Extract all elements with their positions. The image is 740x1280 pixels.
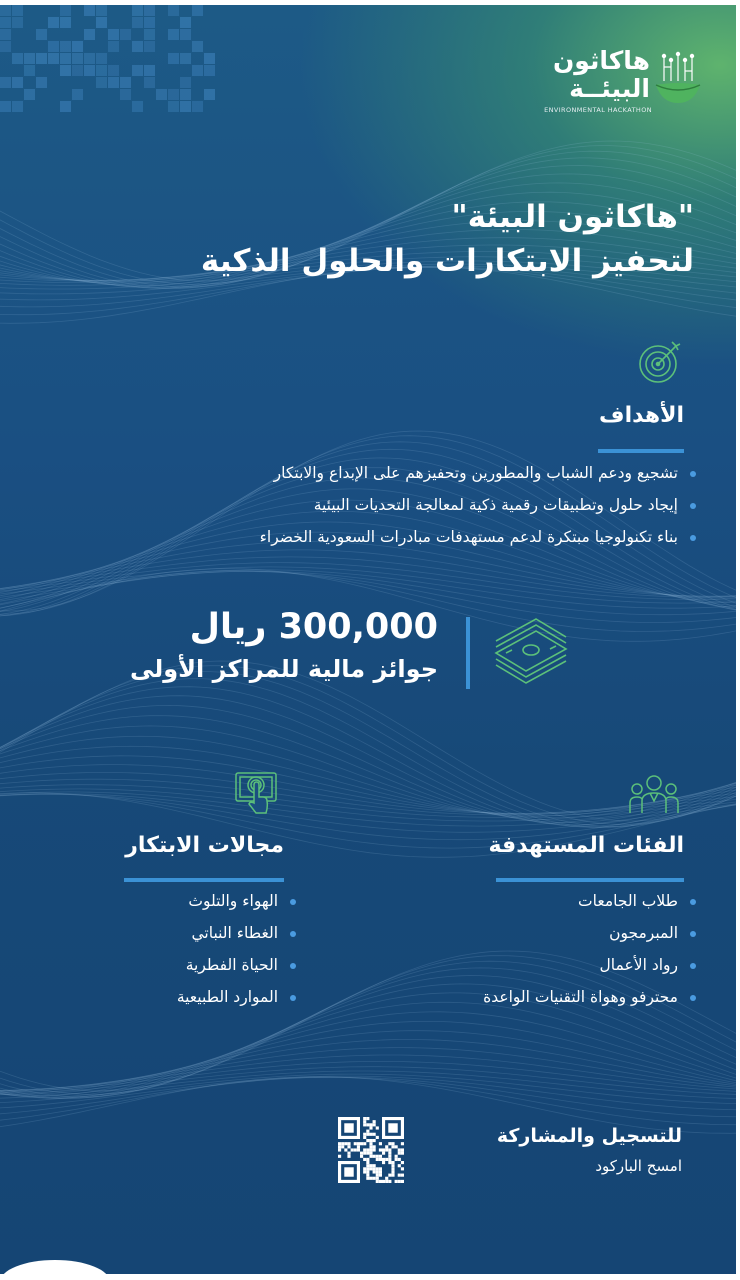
qr-module [366,1130,369,1133]
qr-module [357,1142,360,1145]
field-item: الهواء والتلوث [177,885,298,917]
qr-module [398,1152,401,1155]
qr-module [398,1148,401,1151]
goals-underline [598,449,684,453]
pixel-square [84,5,95,16]
pixel-square [120,29,131,40]
qr-module [379,1170,382,1173]
qr-module [382,1117,385,1139]
wave-line [0,736,736,817]
pixel-square [36,29,47,40]
pixel-square [0,41,11,52]
pixel-square [144,17,155,28]
pixel-square [108,77,119,88]
qr-module [363,1167,366,1170]
qr-module [338,1161,360,1164]
goal-item: إيجاد حلول وتطبيقات رقمية ذكية لمعالجة التحديات البيئية [260,489,698,521]
pixel-square [192,101,203,112]
qr-module [363,1136,366,1139]
qr-module [369,1177,372,1180]
qr-module [398,1180,401,1183]
pixel-square [108,65,119,76]
pixel-square [96,77,107,88]
qr-module [395,1155,398,1158]
pixel-square [192,65,203,76]
pixel-square [192,5,203,16]
pixel-square [96,5,107,16]
qr-module [379,1155,382,1158]
qr-module [369,1142,372,1145]
wave-line [0,557,736,597]
pixel-square [180,29,191,40]
people-group-icon [628,771,680,815]
qr-module [366,1117,369,1120]
qr-module [344,1167,353,1176]
pixel-square [12,17,23,28]
qr-module [347,1142,350,1145]
qr-module [385,1177,388,1180]
qr-module [366,1164,369,1167]
qr-module [363,1148,366,1151]
pixel-square [12,53,23,64]
pixel-square [132,17,143,28]
qr-module [369,1123,372,1126]
qr-module [376,1158,379,1161]
headline-title: "هاكاثون البيئة" [451,199,694,235]
qr-module [354,1148,357,1151]
wave-line [0,746,736,815]
qr-module [363,1142,366,1145]
pixel-square [60,101,71,112]
pixel-square [108,29,119,40]
qr-module [338,1148,341,1151]
qr-module [376,1136,379,1139]
pixel-square [168,101,179,112]
qr-module [363,1170,366,1173]
logo-title-line2: البيئــة [569,74,650,103]
wave-line [0,672,736,827]
qr-module [341,1142,344,1145]
qr-module [376,1174,379,1177]
hackathon-poster [0,5,736,1274]
qr-module [391,1161,394,1164]
qr-module [357,1161,360,1183]
pixel-square [12,77,23,88]
target-icon [636,338,684,386]
qr-module [398,1164,401,1167]
qr-module [341,1145,344,1148]
pixel-square [36,77,47,88]
qr-module [401,1142,404,1145]
qr-module [357,1148,360,1151]
qr-module [366,1123,369,1126]
qr-module [376,1167,379,1170]
pixel-square [36,53,47,64]
pixel-square [108,41,119,52]
pixel-square [72,65,83,76]
pixel-square [24,89,35,100]
qr-module [351,1148,354,1151]
qr-module [388,1161,391,1164]
qr-module [366,1148,369,1151]
pixel-square [144,77,155,88]
pixel-square [168,29,179,40]
pixel-square [60,5,71,16]
qr-module [347,1152,350,1155]
qr-module [338,1136,360,1139]
pixel-square [0,17,11,28]
qr-module [388,1123,397,1132]
qr-module [366,1133,369,1136]
qr-module [347,1145,350,1148]
qr-module [373,1145,376,1148]
pixel-square [204,89,215,100]
qr-module [388,1174,391,1177]
qr-module [344,1142,347,1145]
pixel-square [84,53,95,64]
qr-module [357,1145,360,1148]
pixel-square [48,17,59,28]
pixel-square [60,17,71,28]
qr-module [382,1161,385,1164]
pixel-square [72,41,83,52]
qr-module [391,1142,394,1145]
qr-module [379,1167,382,1170]
hand-touch-screen-icon [234,771,278,815]
qr-module [366,1152,369,1155]
audience-item: محترفو وهواة التقنيات الواعدة [483,981,698,1013]
logo-subtitle-en: ENVIRONMENTAL HACKATHON [544,106,652,114]
qr-module [382,1148,385,1151]
qr-module [363,1133,366,1136]
qr-module [382,1180,385,1183]
qr-module [382,1158,385,1161]
qr-module [376,1177,379,1180]
qr-module [360,1142,363,1145]
pixel-square [96,65,107,76]
qr-module [401,1148,404,1151]
qr-module [366,1161,369,1164]
pixel-square [0,5,11,16]
qr-module [369,1167,372,1170]
pixel-square [48,53,59,64]
qr-module [369,1139,372,1142]
prize-divider [466,617,470,689]
qr-module [366,1158,369,1161]
pixel-square [60,65,71,76]
pixel-square [96,17,107,28]
goal-item: تشجيع ودعم الشباب والمطورين وتحفيزهم على الإبداع والابتكار [260,457,698,489]
qr-module [369,1152,372,1155]
qr-module [379,1174,382,1177]
qr-module [395,1180,398,1183]
pixel-square [144,29,155,40]
qr-module [385,1180,388,1183]
pixel-square [180,101,191,112]
qr-module [401,1117,404,1139]
qr-module [388,1155,391,1158]
pixel-square [168,5,179,16]
qr-module [338,1155,341,1158]
pixel-square [84,65,95,76]
audience-item: المبرمجون [483,917,698,949]
field-item: الموارد الطبيعية [177,981,298,1013]
qr-module [391,1167,394,1170]
qr-module [388,1180,391,1183]
qr-module [366,1174,369,1177]
qr-module [366,1167,369,1170]
qr-module [338,1145,341,1148]
pixel-square [180,77,191,88]
qr-module [388,1142,391,1145]
pixel-square [132,41,143,52]
field-item: الحياة الفطرية [177,949,298,981]
pixel-square [0,77,11,88]
qr-module [366,1170,369,1173]
qr-module [379,1148,382,1151]
pixel-pattern-decoration [0,5,220,115]
pixel-square [84,29,95,40]
qr-module [373,1167,376,1170]
pixel-square [132,5,143,16]
qr-module [379,1158,382,1161]
qr-module [338,1180,360,1183]
fields-underline [124,878,284,882]
pixel-square [204,53,215,64]
qr-module [388,1158,391,1161]
qr-module [363,1152,366,1155]
wave-line [0,679,736,828]
qr-module [395,1158,398,1161]
headline-subtitle: لتحفيز الابتكارات والحلول الذكية [200,243,694,279]
qr-module [385,1148,388,1151]
money-stack-icon [492,613,570,685]
qr-module [373,1155,376,1158]
prize-description: جوائز مالية للمراكز الأولى [129,655,438,683]
qr-module [401,1180,404,1183]
pixel-square [180,53,191,64]
headline [201,195,694,283]
pixel-square [120,77,131,88]
pixel-square [132,65,143,76]
qr-module [338,1142,341,1145]
pixel-square [24,53,35,64]
qr-module [369,1164,372,1167]
qr-module [382,1136,404,1139]
qr-module [366,1177,369,1180]
qr-module [391,1164,394,1167]
logo-title [553,47,650,103]
qr-code-icon[interactable] [338,1117,404,1183]
qr-module [379,1142,382,1145]
audience-item: رواد الأعمال [483,949,698,981]
pixel-square [120,89,131,100]
hackathon-logo [522,45,702,125]
pixel-square [96,53,107,64]
prize-amount: 300,000 ريال [189,607,438,647]
pixel-square [72,53,83,64]
pixel-square [192,41,203,52]
pixel-square [0,29,11,40]
qr-module [382,1117,404,1120]
qr-module [363,1117,366,1120]
goal-item: بناء تكنولوجيا مبتكرة لدعم مستهدفات مبادرات السعودية الخضراء [260,521,698,553]
pixel-square [132,101,143,112]
qr-module [357,1117,360,1139]
pixel-square [24,65,35,76]
audience-title: الفئات المستهدفة [488,833,684,858]
qr-module [373,1120,376,1123]
register-subtitle: امسح الباركود [595,1157,682,1175]
pixel-square [180,89,191,100]
pixel-square [48,41,59,52]
qr-module [369,1145,372,1148]
qr-module [376,1126,379,1129]
pixel-square [72,89,83,100]
qr-module [347,1155,350,1158]
leaf-circuit-logo-icon [654,51,702,107]
qr-module [391,1145,394,1148]
qr-module [344,1123,353,1132]
pixel-square [204,65,215,76]
qr-module [338,1161,341,1183]
qr-module [395,1145,398,1148]
qr-module [363,1120,366,1123]
logo-title-line1: هاكاثون [552,46,650,75]
qr-module [398,1158,401,1161]
qr-module [369,1133,372,1136]
qr-module [379,1180,382,1183]
qr-module [360,1155,363,1158]
qr-module [376,1155,379,1158]
audience-list [483,885,698,1013]
fields-title: مجالات الابتكار [125,833,284,858]
qr-module [373,1148,376,1151]
register-title: للتسجيل والمشاركة [496,1125,682,1147]
goals-title: الأهداف [599,403,684,428]
qr-module [354,1142,357,1145]
pixel-square [0,101,11,112]
pixel-square [144,65,155,76]
qr-module [363,1123,366,1126]
qr-module [366,1139,369,1142]
qr-module [382,1152,385,1155]
field-item: الغطاء النباتي [177,917,298,949]
pixel-square [180,17,191,28]
pixel-square [12,101,23,112]
qr-module [388,1152,391,1155]
qr-module [344,1148,347,1151]
qr-module [338,1117,360,1120]
pixel-square [156,89,167,100]
qr-module [401,1152,404,1155]
qr-module [376,1170,379,1173]
qr-module [360,1152,363,1155]
qr-module [385,1158,388,1161]
qr-module [401,1161,404,1164]
qr-module [398,1174,401,1177]
qr-module [401,1174,404,1177]
qr-module [391,1174,394,1177]
qr-module [401,1167,404,1170]
pixel-square [144,41,155,52]
pixel-square [12,5,23,16]
fields-list [177,885,298,1013]
audience-item: طلاب الجامعات [483,885,698,917]
qr-module [369,1126,372,1129]
qr-module [369,1155,372,1158]
pixel-square [168,89,179,100]
qr-module [391,1170,394,1173]
audience-underline [496,878,684,882]
qr-module [373,1170,376,1173]
qr-module [363,1158,366,1161]
pixel-square [60,41,71,52]
qr-module [376,1180,379,1183]
qr-module [373,1133,376,1136]
qr-module [373,1177,376,1180]
qr-module [369,1148,372,1151]
pixel-square [144,5,155,16]
qr-module [373,1164,376,1167]
pixel-square [168,53,179,64]
qr-module [373,1139,376,1142]
pixel-square [60,53,71,64]
goals-list [260,457,698,553]
qr-module [385,1145,388,1148]
qr-module [373,1123,376,1126]
qr-module [388,1148,391,1151]
qr-module [338,1117,341,1139]
